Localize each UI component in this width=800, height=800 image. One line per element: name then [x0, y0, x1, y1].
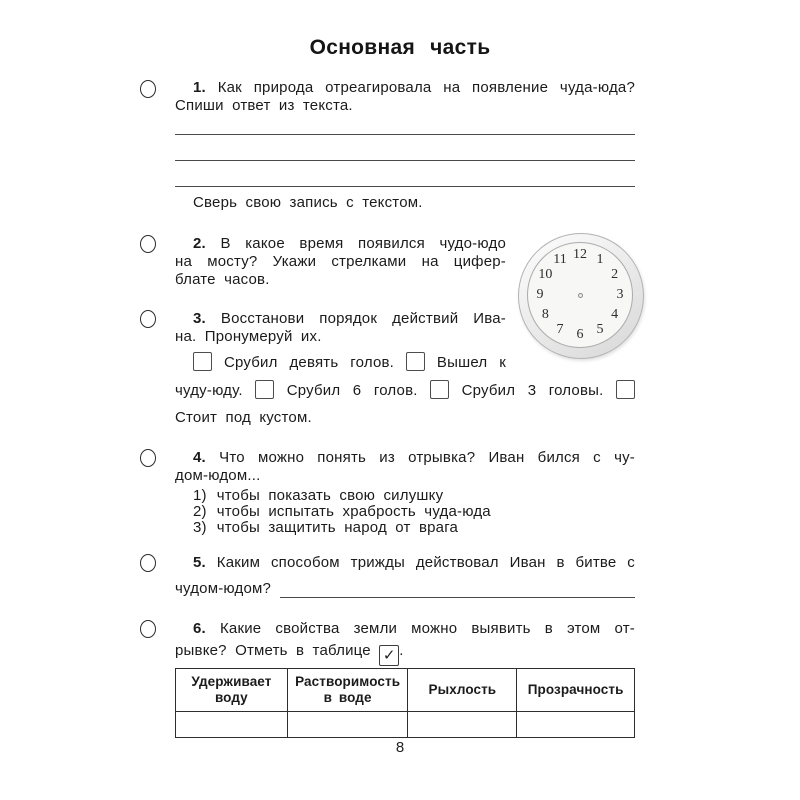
question-3 — [175, 310, 506, 346]
question-5-line-2: чудом-юдом? — [175, 580, 635, 598]
question-4-line-1: 4. Что можно понять из отрывка? Иван бился с чу- — [193, 449, 635, 466]
question-6-number: 6. — [193, 620, 206, 637]
table-cell-looseness[interactable] — [408, 712, 517, 738]
sequence-checkbox-4[interactable] — [430, 380, 449, 399]
table-cell-solubility[interactable] — [287, 712, 408, 738]
clock-center-dot — [578, 293, 583, 298]
question-1-line-1: 1. Как природа отреагировала на появление чуда-юда? — [193, 79, 635, 96]
clock-number: 2 — [611, 267, 619, 282]
question-3-number: 3. — [193, 310, 206, 327]
question-3-line-2: на. Пронумеруй их. — [175, 328, 322, 345]
table-header-solubility: Растворимость в воде — [287, 669, 408, 712]
option-2[interactable]: 2) чтобы испытать храбрость чуда-юда — [193, 503, 491, 520]
sequence-checkbox-3[interactable] — [255, 380, 274, 399]
question-4-line-2: дом-юдом... — [175, 467, 261, 484]
option-1[interactable]: 1) чтобы показать свою силушку — [193, 487, 444, 504]
question-1-line-2: Спиши ответ из текста. — [175, 97, 353, 114]
sequence-checkbox-1[interactable] — [193, 352, 212, 371]
sequence-row-1: Срубил девять голов. Вышел к — [175, 351, 506, 375]
table-header-holds-water: Удерживает воду — [176, 669, 288, 712]
task-circle-1[interactable] — [140, 80, 156, 98]
clock-face[interactable] — [527, 242, 633, 348]
task-circle-6[interactable] — [140, 620, 156, 638]
question-2-line-1: 2. В какое время появился чудо-юдо — [193, 235, 506, 252]
question-4-number: 4. — [193, 449, 206, 466]
clock-number: 12 — [573, 247, 587, 262]
question-5-line-1: 5. Каким способом трижды действовал Иван в битве с — [193, 554, 635, 571]
page-title: Основная часть — [309, 36, 491, 59]
question-5-number: 5. — [193, 554, 206, 571]
clock — [518, 233, 644, 359]
clock-number: 5 — [596, 321, 604, 337]
task-circle-2[interactable] — [140, 235, 156, 253]
check-note: Сверь свою запись с текстом. — [193, 194, 423, 211]
question-1 — [175, 79, 635, 115]
checked-checkbox-icon: ✓ — [379, 645, 399, 666]
clock-number: 1 — [596, 252, 604, 268]
table-header-looseness: Рыхлость — [408, 669, 517, 712]
table-answer-row — [176, 712, 635, 738]
question-6 — [175, 620, 635, 666]
answer-line-1[interactable] — [175, 134, 635, 135]
task-circle-4[interactable] — [140, 449, 156, 467]
task-circle-3[interactable] — [140, 310, 156, 328]
option-3[interactable]: 3) чтобы защитить народ от врага — [193, 519, 459, 536]
answer-line-3[interactable] — [175, 186, 635, 187]
clock-number: 7 — [556, 321, 564, 337]
question-2-number: 2. — [193, 235, 206, 252]
clock-number: 4 — [611, 307, 619, 322]
clock-number: 3 — [616, 287, 624, 302]
question-6-line-2: рывке? Отметь в таблице ✓ . — [175, 642, 404, 664]
question-2-line-3: блате часов. — [175, 271, 270, 288]
clock-number: 11 — [553, 252, 567, 268]
table-cell-transparency[interactable] — [517, 712, 635, 738]
question-1-number: 1. — [193, 79, 206, 96]
clock-number: 9 — [536, 287, 544, 302]
sequence-checkbox-5[interactable] — [616, 380, 635, 399]
task-circle-5[interactable] — [140, 554, 156, 572]
sequence-row-2: чуду-юду. Срубил 6 голов. Срубил 3 головы. — [175, 379, 635, 403]
table-header-transparency: Прозрачность — [517, 669, 635, 712]
sequence-checkbox-2[interactable] — [406, 352, 425, 371]
question-5 — [175, 554, 635, 598]
question-6-line-1: 6. Какие свойства земли можно выявить в этом от- — [193, 620, 635, 637]
answer-blank[interactable] — [280, 581, 635, 598]
page-number: 8 — [395, 739, 405, 756]
sequence-row-3: Стоит под кустом. — [175, 409, 312, 426]
clock-number: 8 — [541, 307, 549, 322]
table-header-row — [176, 669, 635, 712]
clock-number: 10 — [538, 267, 553, 282]
table-cell-holds-water[interactable] — [176, 712, 288, 738]
question-3-line-1: 3. Восстанови порядок действий Ива- — [193, 310, 506, 327]
answer-line-2[interactable] — [175, 160, 635, 161]
question-4 — [175, 449, 635, 536]
clock-number: 6 — [576, 327, 584, 342]
question-2-line-2: на мосту? Укажи стрелками на цифер- — [175, 253, 506, 270]
properties-table — [175, 668, 635, 738]
question-2 — [175, 235, 506, 289]
